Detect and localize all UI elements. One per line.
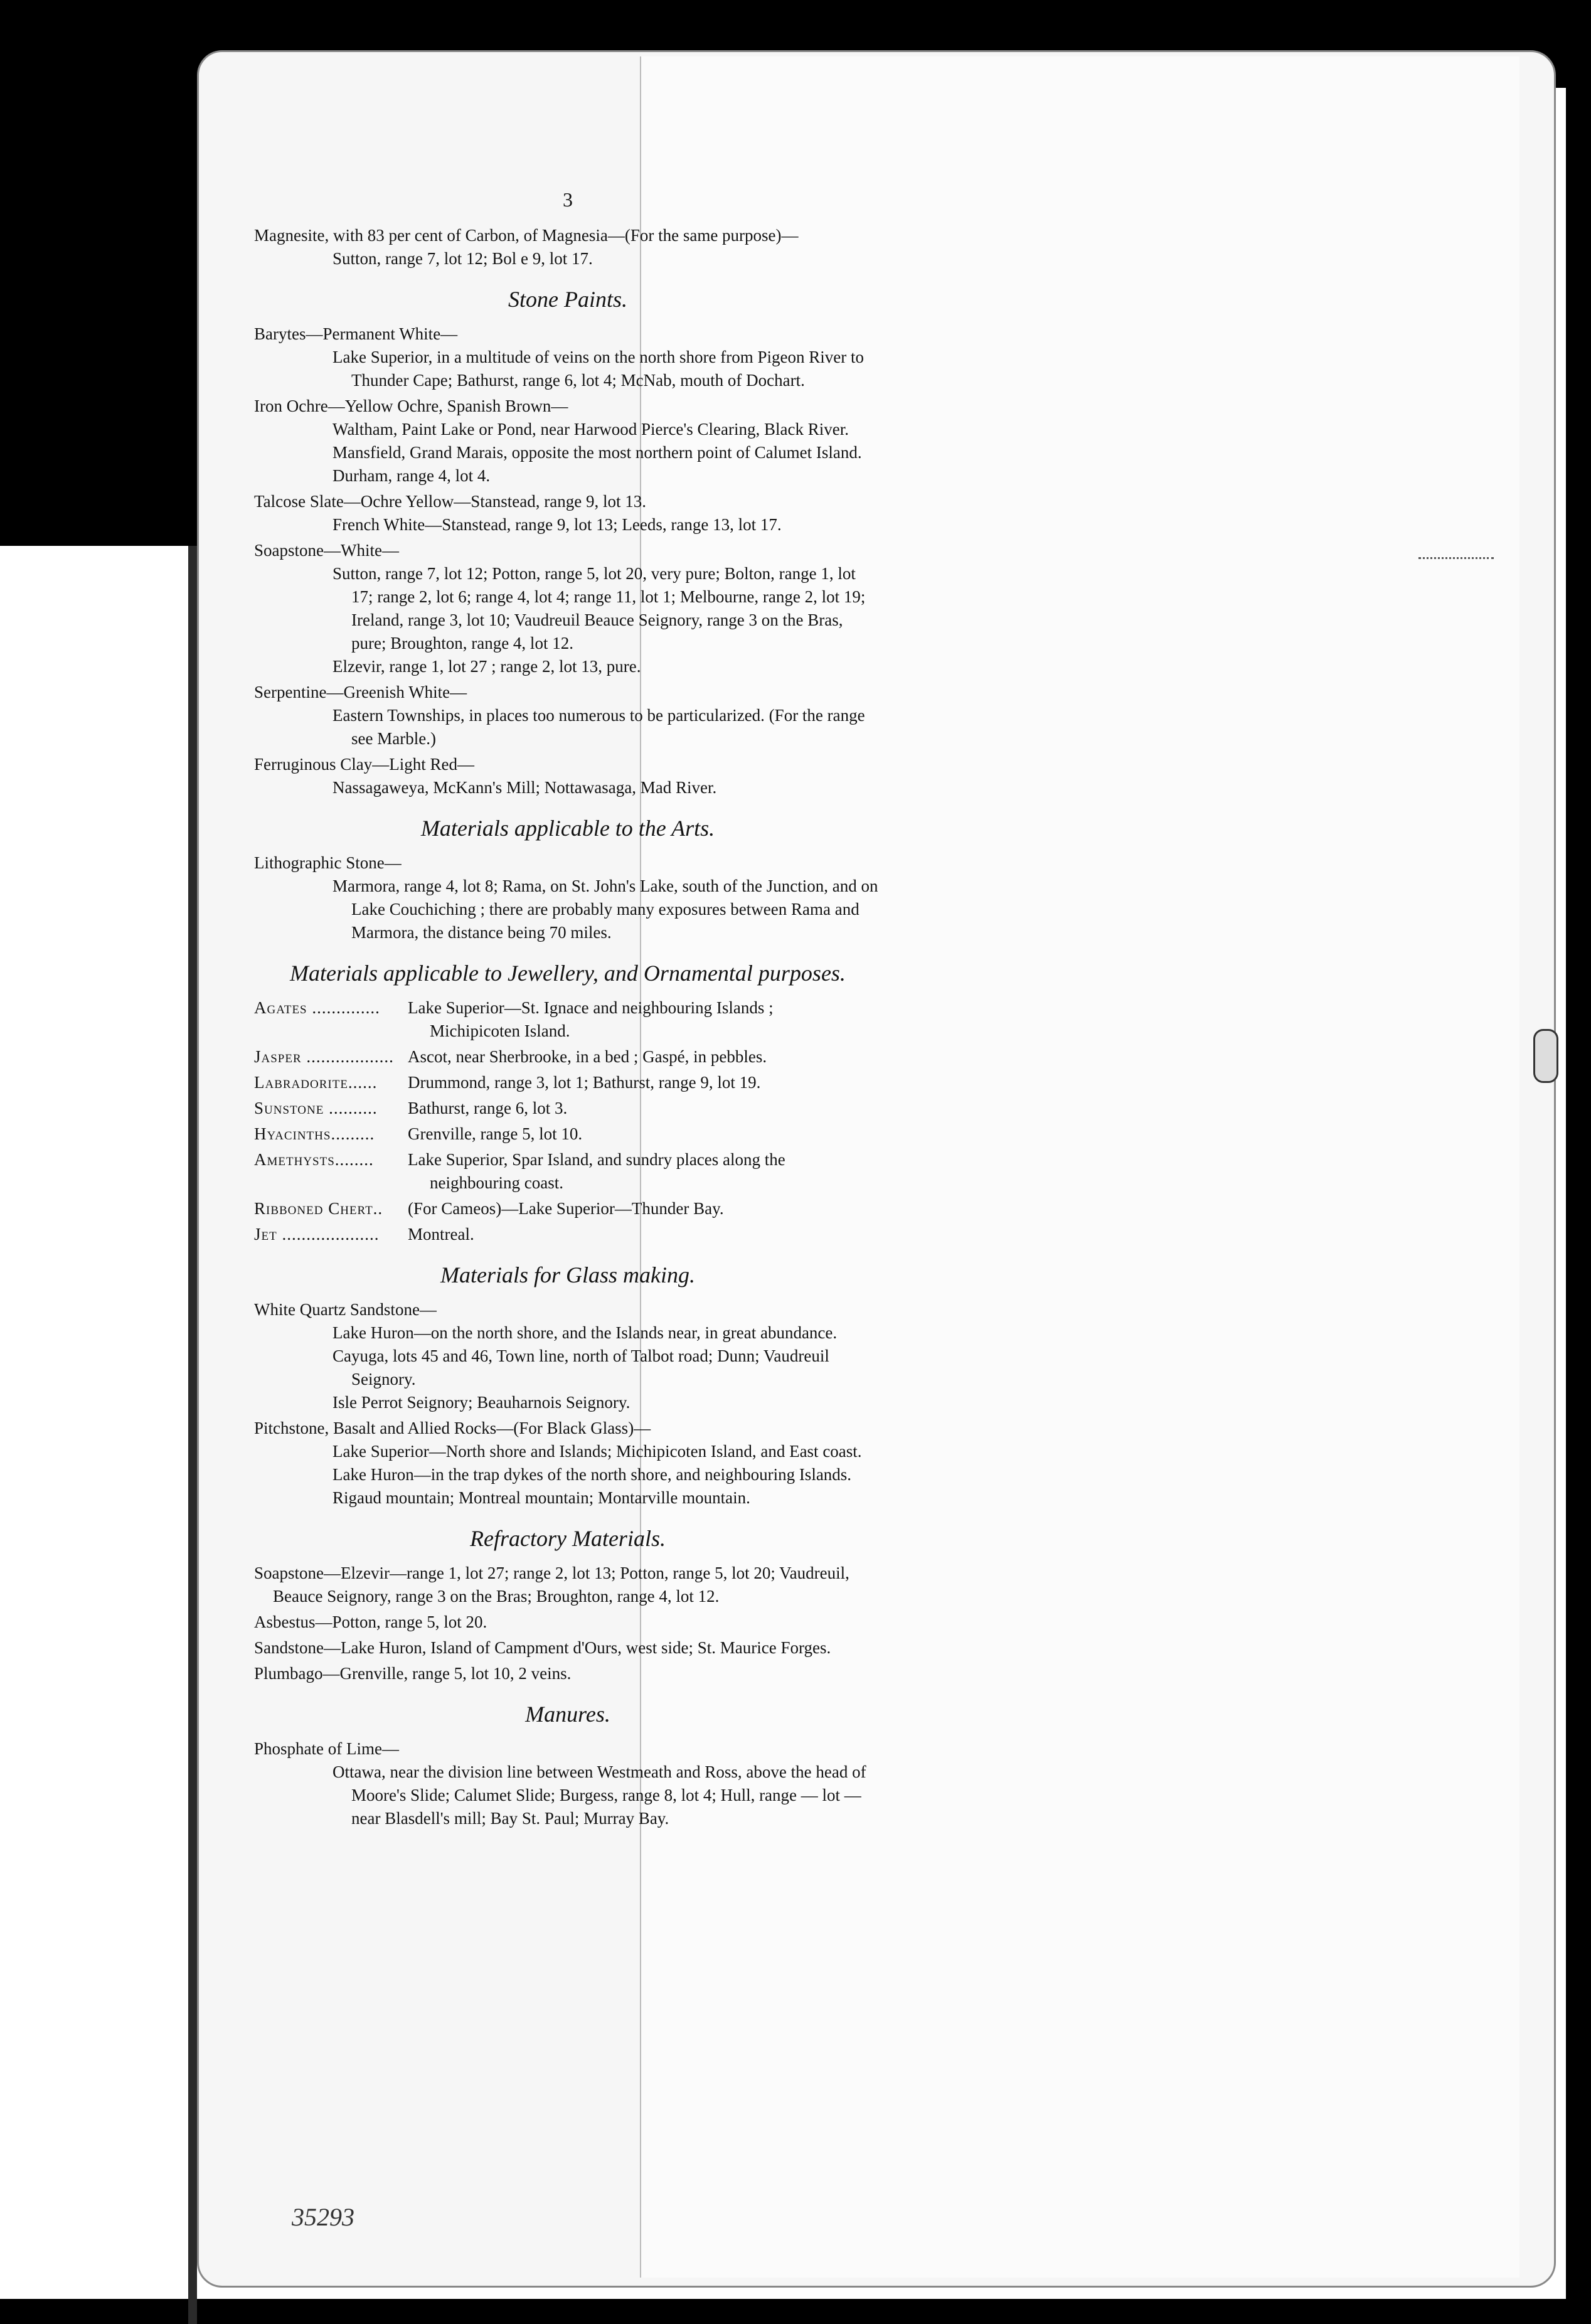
entry-heading: Magnesite, with 83 per cent of Carbon, of Magnesia—(For the same purpose)— [254, 226, 799, 245]
entry-line: Lake Superior—North shore and Islands; Michipicoten Island, and East coast. [333, 1442, 862, 1461]
section-title: Refractory Materials. [470, 1526, 666, 1551]
list-item [254, 1071, 881, 1094]
entry [254, 1737, 881, 1830]
entry-heading: Serpentine—Greenish White— [254, 683, 467, 701]
entry-line: Waltham, Paint Lake or Pond, near Harwood Pierce's Clearing, Black River. [333, 420, 849, 439]
item-label: Jet .................... [254, 1225, 380, 1244]
entry-heading: Pitchstone, Basalt and Allied Rocks—(For Black Glass)— [254, 1419, 651, 1437]
item-label: Jasper .................. [254, 1047, 394, 1066]
entry-heading: White Quartz Sandstone— [254, 1300, 437, 1319]
document-page [254, 188, 881, 1833]
item-label: Agates .............. [254, 998, 380, 1017]
section-title: Materials applicable to Jewellery, and Ornamental purposes. [290, 961, 846, 986]
item-value: Drummond, range 3, lot 1; Bathurst, range 9, lot 19. [408, 1073, 761, 1092]
handwritten-catalog-number: 35293 [292, 2203, 354, 2231]
item-continuation: neighbouring coast. [430, 1173, 563, 1192]
entry-line: Lake Superior, in a multitude of veins on the north shore from Pigeon River to Thunder Cape; Bathurst, range 6, lot 4; McNab, mouth of Dochart. [333, 348, 865, 390]
entry-heading: Barytes—Permanent White— [254, 324, 458, 343]
item-label: Amethysts........ [254, 1150, 374, 1169]
scan-border-top-left [0, 0, 207, 546]
entry-line: Sutton, range 7, lot 12; Potton, range 5, lot 20, very pure; Bolton, range 1, lot 17; range 2, lot 6; range 4, lot 4; range 11, lot 1; Melbourne, range 2, lot 19; Ireland, range 3, lot 10; Vaudreuil Beauce Seignory, range 3 on the Bras, pure; Broughton, range 4, lot 12. [333, 564, 866, 653]
entry [254, 395, 881, 488]
entry-heading: Plumbago—Grenville, range 5, lot 10, 2 veins. [254, 1664, 572, 1683]
entry-line: Marmora, range 4, lot 8; Rama, on St. John's Lake, south of the Junction, and on Lake Couchiching ; there are probably many exposures between Rama and Marmora, the distance being 70 miles. [333, 877, 878, 942]
section [254, 1703, 881, 1830]
entry [254, 322, 881, 392]
item-value: Montreal. [408, 1225, 474, 1244]
list-item [254, 1197, 881, 1220]
item-label: Sunstone .......... [254, 1099, 378, 1117]
section [254, 224, 881, 270]
scan-border-bottom [0, 2299, 1591, 2324]
entry [254, 1562, 881, 1608]
section [254, 1527, 881, 1685]
section-title: Materials applicable to the Arts. [420, 816, 715, 841]
section-title: Materials for Glass making. [440, 1262, 695, 1287]
paper-clip-mark [1533, 1029, 1558, 1083]
section [254, 962, 881, 1246]
entry [254, 851, 881, 944]
entry-heading: Ferruginous Clay—Light Red— [254, 755, 474, 774]
entry-line: Cayuga, lots 45 and 46, Town line, north of Talbot road; Dunn; Vaudreuil Seignory. [333, 1346, 829, 1389]
entry [254, 1662, 881, 1685]
item-value: Lake Superior—St. Ignace and neighbouring Islands ; [408, 998, 774, 1017]
entry-heading: Asbestus—Potton, range 5, lot 20. [254, 1612, 487, 1631]
section-title: Stone Paints. [508, 287, 627, 312]
entry [254, 539, 881, 678]
list-item [254, 1122, 881, 1146]
entry-line: Ottawa, near the division line between Westmeath and Ross, above the head of Moore's Slide; Calumet Slide; Burgess, range 8, lot 4; Hull, range — lot — near Blasdell's mill; Bay St. Paul; Murray Bay. [333, 1762, 866, 1828]
section [254, 288, 881, 799]
section [254, 1264, 881, 1510]
entry-line: Nassagaweya, McKann's Mill; Nottawasaga, Mad River. [333, 778, 717, 797]
list-item [254, 996, 881, 1043]
entry-line: Rigaud mountain; Montreal mountain; Montarville mountain. [333, 1488, 750, 1507]
scan-border-right [1566, 0, 1591, 2324]
entry-heading: Phosphate of Lime— [254, 1739, 399, 1758]
entry-heading: Sandstone—Lake Huron, Island of Campment d'Ours, west side; St. Maurice Forges. [254, 1638, 831, 1657]
page-number: 3 [563, 188, 573, 211]
entry-heading: Lithographic Stone— [254, 853, 402, 872]
entry-heading: Talcose Slate—Ochre Yellow—Stanstead, range 9, lot 13. [254, 492, 646, 511]
item-value: Ascot, near Sherbrooke, in a bed ; Gaspé, in pebbles. [408, 1047, 767, 1066]
entry-line: Lake Huron—in the trap dykes of the north shore, and neighbouring Islands. [333, 1465, 852, 1484]
item-value: Bathurst, range 6, lot 3. [408, 1099, 568, 1117]
entry-line: Lake Huron—on the north shore, and the Islands near, in great abundance. [333, 1323, 838, 1342]
entry-line: Sutton, range 7, lot 12; Bol e 9, lot 17. [333, 249, 593, 268]
list-item [254, 1045, 881, 1069]
entry-line: Mansfield, Grand Marais, opposite the most northern point of Calumet Island. [333, 443, 862, 462]
section [254, 817, 881, 944]
list-item [254, 1097, 881, 1120]
scan-border-left [188, 546, 197, 2324]
entry [254, 753, 881, 799]
document-body [254, 224, 881, 1830]
item-continuation: Michipicoten Island. [430, 1021, 570, 1040]
entry-heading: Soapstone—White— [254, 541, 399, 560]
item-value: (For Cameos)—Lake Superior—Thunder Bay. [408, 1199, 724, 1218]
entry-heading: Iron Ochre—Yellow Ochre, Spanish Brown— [254, 397, 568, 415]
list-item [254, 1223, 881, 1246]
entry [254, 490, 881, 536]
entry [254, 1417, 881, 1510]
scan-mark [1418, 546, 1494, 559]
entry [254, 1636, 881, 1660]
entry-heading: Soapstone—Elzevir—range 1, lot 27; range 2, lot 13; Potton, range 5, lot 20; Vaudreuil, Beauce Seignory, range 3 on the Bras; Broughton, range 4, lot 12. [254, 1564, 849, 1606]
entry [254, 1611, 881, 1634]
item-value: Lake Superior, Spar Island, and sundry places along the [408, 1150, 785, 1169]
entry-line: French White—Stanstead, range 9, lot 13; Leeds, range 13, lot 17. [333, 515, 782, 534]
entry [254, 681, 881, 750]
item-value: Grenville, range 5, lot 10. [408, 1124, 583, 1143]
entry-line: Eastern Townships, in places too numerous to be particularized. (For the range see Marble.) [333, 706, 865, 748]
entry-line: Durham, range 4, lot 4. [333, 466, 491, 485]
list-item [254, 1148, 881, 1195]
item-label: Ribboned Chert.. [254, 1199, 383, 1218]
entry [254, 1298, 881, 1414]
section-title: Manures. [525, 1702, 610, 1727]
entry [254, 224, 881, 270]
item-label: Hyacinths......... [254, 1124, 375, 1143]
item-label: Labradorite...... [254, 1073, 378, 1092]
entry-line: Elzevir, range 1, lot 27 ; range 2, lot 13, pure. [333, 657, 641, 676]
entry-line: Isle Perrot Seignory; Beauharnois Seignory. [333, 1393, 631, 1412]
